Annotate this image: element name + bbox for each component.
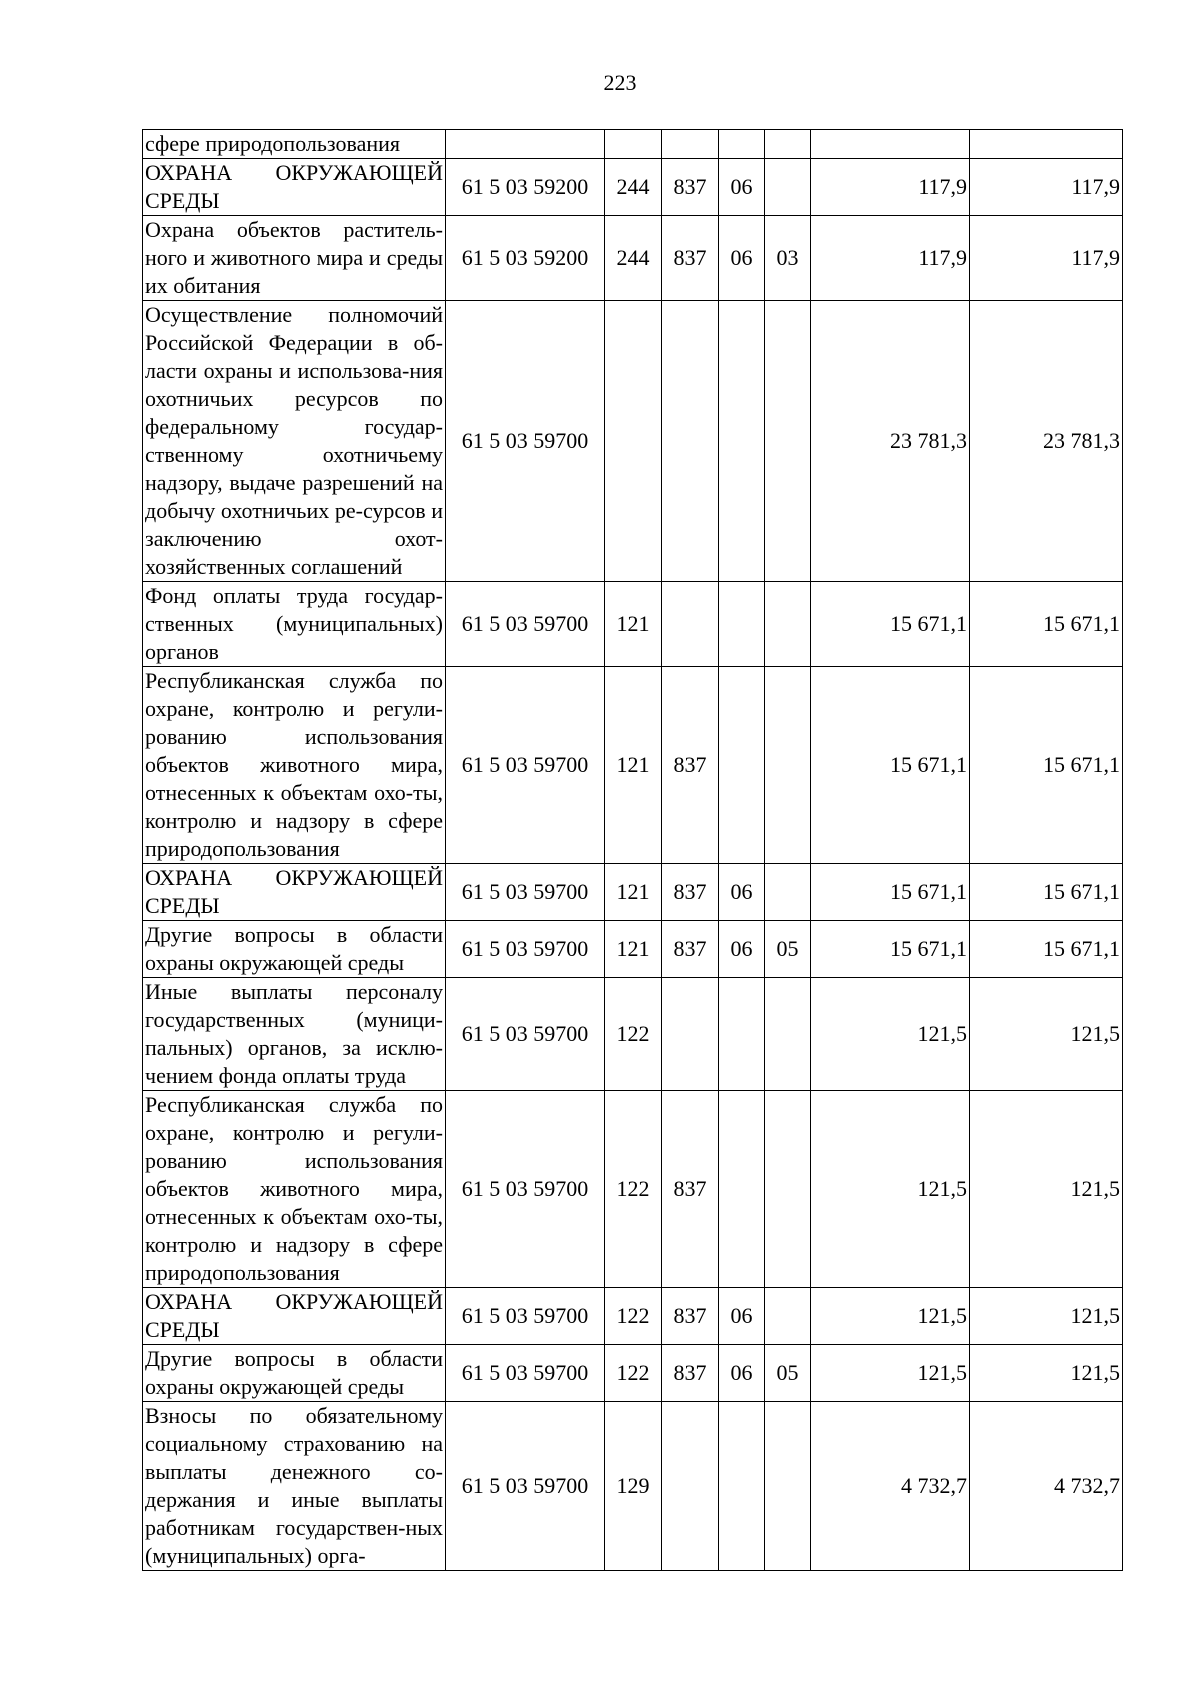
section-code xyxy=(719,978,765,1091)
expense-type-code: 244 xyxy=(605,159,662,216)
subsection-code xyxy=(765,301,811,582)
row-name: Охрана объектов раститель-ного и животного мира и среды их обитания xyxy=(143,216,446,301)
target-article-code: 61 5 03 59700 xyxy=(446,978,605,1091)
table-row xyxy=(143,921,1123,978)
row-name: сфере природопользования xyxy=(143,130,446,159)
amount-year-2 xyxy=(970,130,1123,159)
administrator-code: 837 xyxy=(662,1091,719,1288)
amount-year-2: 121,5 xyxy=(970,1288,1123,1345)
administrator-code xyxy=(662,301,719,582)
table-row xyxy=(143,667,1123,864)
amount-year-2: 121,5 xyxy=(970,1345,1123,1402)
administrator-code: 837 xyxy=(662,1345,719,1402)
table-row xyxy=(143,216,1123,301)
amount-year-1: 121,5 xyxy=(811,1091,970,1288)
amount-year-2: 121,5 xyxy=(970,1091,1123,1288)
row-name: Республиканская служба по охране, контролю и регули-рованию использования объектов животного мира, отнесенных к объектам охо-ты, контролю и надзору в сфере природопользования xyxy=(143,1091,446,1288)
amount-year-1: 15 671,1 xyxy=(811,667,970,864)
administrator-code: 837 xyxy=(662,921,719,978)
expense-type-code: 122 xyxy=(605,1091,662,1288)
administrator-code xyxy=(662,1402,719,1571)
section-code: 06 xyxy=(719,1288,765,1345)
section-code: 06 xyxy=(719,1345,765,1402)
subsection-code xyxy=(765,667,811,864)
expense-type-code: 122 xyxy=(605,978,662,1091)
expense-type-code: 122 xyxy=(605,1288,662,1345)
table-row xyxy=(143,864,1123,921)
administrator-code xyxy=(662,582,719,667)
subsection-code xyxy=(765,130,811,159)
row-name: Осуществление полномочий Российской Федерации в об-ласти охраны и использова-ния охотничьих ресурсов по федеральному государ-ственному охотничьему надзору, выдаче разрешений на добычу охотничьих ре-сурсов и заключению охот-хозяйственных соглашений xyxy=(143,301,446,582)
table-row xyxy=(143,978,1123,1091)
section-code xyxy=(719,1091,765,1288)
row-name: ОХРАНА ОКРУЖАЮЩЕЙ СРЕДЫ xyxy=(143,159,446,216)
table-row xyxy=(143,582,1123,667)
row-name: Иные выплаты персоналу государственных (муници-пальных) органов, за исклю-чением фонда оплаты труда xyxy=(143,978,446,1091)
target-article-code: 61 5 03 59700 xyxy=(446,582,605,667)
table-row xyxy=(143,1345,1123,1402)
budget-table xyxy=(142,129,1123,1571)
administrator-code: 837 xyxy=(662,864,719,921)
amount-year-1: 117,9 xyxy=(811,159,970,216)
target-article-code: 61 5 03 59200 xyxy=(446,159,605,216)
amount-year-2: 15 671,1 xyxy=(970,921,1123,978)
expense-type-code: 121 xyxy=(605,582,662,667)
amount-year-1: 15 671,1 xyxy=(811,921,970,978)
table-row xyxy=(143,1091,1123,1288)
administrator-code: 837 xyxy=(662,1288,719,1345)
subsection-code: 05 xyxy=(765,1345,811,1402)
expense-type-code: 121 xyxy=(605,921,662,978)
subsection-code xyxy=(765,582,811,667)
subsection-code xyxy=(765,1288,811,1345)
row-name: Другие вопросы в области охраны окружающей среды xyxy=(143,921,446,978)
row-name: Фонд оплаты труда государ-ственных (муниципальных) органов xyxy=(143,582,446,667)
amount-year-2: 121,5 xyxy=(970,978,1123,1091)
section-code: 06 xyxy=(719,216,765,301)
amount-year-1: 121,5 xyxy=(811,1345,970,1402)
target-article-code: 61 5 03 59700 xyxy=(446,1345,605,1402)
expense-type-code: 122 xyxy=(605,1345,662,1402)
page-number: 223 xyxy=(603,70,637,95)
target-article-code: 61 5 03 59700 xyxy=(446,301,605,582)
table-row xyxy=(143,130,1123,159)
table-row xyxy=(143,1402,1123,1571)
administrator-code: 837 xyxy=(662,667,719,864)
target-article-code: 61 5 03 59700 xyxy=(446,667,605,864)
amount-year-1: 15 671,1 xyxy=(811,582,970,667)
table-row xyxy=(143,1288,1123,1345)
section-code: 06 xyxy=(719,159,765,216)
administrator-code: 837 xyxy=(662,159,719,216)
amount-year-2: 117,9 xyxy=(970,159,1123,216)
amount-year-2: 15 671,1 xyxy=(970,667,1123,864)
amount-year-2: 117,9 xyxy=(970,216,1123,301)
target-article-code xyxy=(446,130,605,159)
table-row xyxy=(143,159,1123,216)
expense-type-code xyxy=(605,130,662,159)
subsection-code xyxy=(765,978,811,1091)
target-article-code: 61 5 03 59700 xyxy=(446,1402,605,1571)
section-code xyxy=(719,667,765,864)
amount-year-2: 15 671,1 xyxy=(970,864,1123,921)
expense-type-code: 121 xyxy=(605,864,662,921)
amount-year-1 xyxy=(811,130,970,159)
amount-year-1: 121,5 xyxy=(811,978,970,1091)
amount-year-2: 23 781,3 xyxy=(970,301,1123,582)
administrator-code: 837 xyxy=(662,216,719,301)
target-article-code: 61 5 03 59700 xyxy=(446,864,605,921)
section-code xyxy=(719,1402,765,1571)
subsection-code xyxy=(765,159,811,216)
section-code xyxy=(719,301,765,582)
target-article-code: 61 5 03 59200 xyxy=(446,216,605,301)
subsection-code: 05 xyxy=(765,921,811,978)
subsection-code xyxy=(765,864,811,921)
section-code: 06 xyxy=(719,864,765,921)
target-article-code: 61 5 03 59700 xyxy=(446,1288,605,1345)
subsection-code xyxy=(765,1091,811,1288)
subsection-code: 03 xyxy=(765,216,811,301)
row-name: ОХРАНА ОКРУЖАЮЩЕЙ СРЕДЫ xyxy=(143,1288,446,1345)
row-name: Взносы по обязательному социальному страхованию на выплаты денежного со-держания и иные выплаты работникам государствен-ных (муниципальных) орга- xyxy=(143,1402,446,1571)
amount-year-1: 15 671,1 xyxy=(811,864,970,921)
table-row xyxy=(143,301,1123,582)
amount-year-1: 23 781,3 xyxy=(811,301,970,582)
amount-year-1: 121,5 xyxy=(811,1288,970,1345)
expense-type-code: 244 xyxy=(605,216,662,301)
expense-type-code: 129 xyxy=(605,1402,662,1571)
row-name: Другие вопросы в области охраны окружающей среды xyxy=(143,1345,446,1402)
row-name: ОХРАНА ОКРУЖАЮЩЕЙ СРЕДЫ xyxy=(143,864,446,921)
subsection-code xyxy=(765,1402,811,1571)
administrator-code xyxy=(662,130,719,159)
expense-type-code: 121 xyxy=(605,667,662,864)
amount-year-1: 117,9 xyxy=(811,216,970,301)
expense-type-code xyxy=(605,301,662,582)
amount-year-1: 4 732,7 xyxy=(811,1402,970,1571)
section-code xyxy=(719,582,765,667)
row-name: Республиканская служба по охране, контролю и регули-рованию использования объектов животного мира, отнесенных к объектам охо-ты, контролю и надзору в сфере природопользования xyxy=(143,667,446,864)
section-code: 06 xyxy=(719,921,765,978)
amount-year-2: 15 671,1 xyxy=(970,582,1123,667)
target-article-code: 61 5 03 59700 xyxy=(446,1091,605,1288)
section-code xyxy=(719,130,765,159)
administrator-code xyxy=(662,978,719,1091)
amount-year-2: 4 732,7 xyxy=(970,1402,1123,1571)
target-article-code: 61 5 03 59700 xyxy=(446,921,605,978)
